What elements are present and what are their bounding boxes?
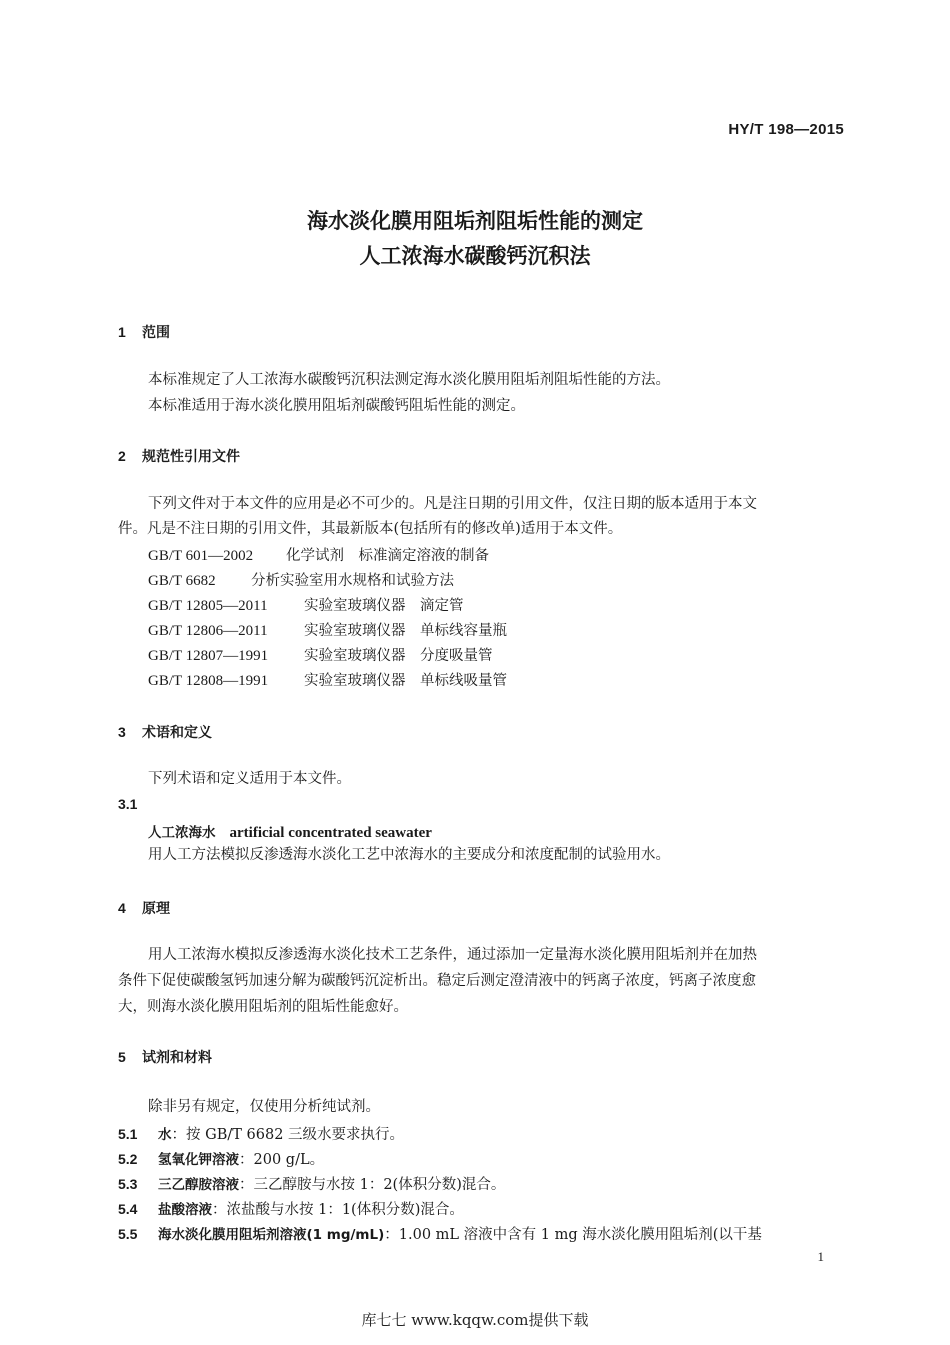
reference-code: GB/T 6682 [148, 573, 216, 589]
download-watermark: 库七七 www.kqqw.com提供下载 [361, 1311, 589, 1329]
reference-item [148, 569, 454, 590]
section-5-intro: 除非另有规定，仅使用分析纯试剂。 [148, 1099, 380, 1115]
item-number: 5.4 [118, 1201, 138, 1217]
item-number: 5.3 [118, 1176, 138, 1192]
item-name: 海水淡化膜用阻垢剂溶液(1 mg/mL) [158, 1227, 385, 1243]
item-name: 盐酸溶液 [158, 1202, 212, 1218]
reference-title: 分析实验室用水规格和试验方法 [251, 573, 454, 589]
reference-code: GB/T 12808—1991 [148, 673, 269, 689]
section-4-line-1: 用人工浓海水模拟反渗透海水淡化技术工艺条件，通过添加一定量海水淡化膜用阻垢剂并在加热 [148, 947, 757, 963]
reference-item [148, 644, 493, 665]
reference-code: GB/T 12805—2011 [148, 598, 268, 614]
term-definition: 用人工方法模拟反渗透海水淡化工艺中浓海水的主要成分和浓度配制的试验用水。 [148, 847, 670, 863]
document-title-line1: 海水淡化膜用阻垢剂阻垢性能的测定 [307, 209, 643, 233]
section-5-heading [118, 1047, 212, 1067]
item-5-3 [118, 1173, 505, 1194]
section-2-heading [118, 446, 240, 466]
section-number: 4 [118, 900, 126, 916]
section-4-line-2: 条件下促使碳酸氢钙加速分解为碳酸钙沉淀析出。稳定后测定澄清液中的钙离子浓度，钙离子浓度愈 [118, 973, 756, 989]
section-title: 原理 [142, 901, 170, 917]
reference-title: 实验室玻璃仪器 分度吸量管 [304, 648, 493, 664]
section-title: 试剂和材料 [142, 1050, 212, 1066]
section-number: 5 [118, 1049, 126, 1065]
section-3-heading [118, 722, 212, 742]
section-1-paragraph-2: 本标准适用于海水淡化膜用阻垢剂碳酸钙阻垢性能的测定。 [148, 398, 525, 414]
item-name: 三乙醇胺溶液 [158, 1177, 239, 1193]
reference-code: GB/T 12806—2011 [148, 623, 268, 639]
item-name: 氢氧化钾溶液 [158, 1152, 239, 1168]
standard-code: HY/T 198—2015 [728, 121, 844, 138]
item-5-5 [118, 1223, 762, 1244]
reference-title: 实验室玻璃仪器 滴定管 [304, 598, 464, 614]
item-number: 5.5 [118, 1226, 138, 1242]
reference-item [148, 594, 464, 615]
section-3-intro: 下列术语和定义适用于本文件。 [148, 771, 351, 787]
section-1-heading [118, 322, 170, 342]
section-number: 3 [118, 724, 126, 740]
reference-title: 化学试剂 标准滴定溶液的制备 [286, 548, 489, 564]
item-text: ：按 GB/T 6682 三级水要求执行。 [171, 1127, 405, 1143]
section-title: 术语和定义 [142, 725, 212, 741]
item-5-4 [118, 1198, 464, 1219]
section-title: 规范性引用文件 [142, 449, 240, 465]
item-5-2 [118, 1148, 324, 1169]
section-1-paragraph-1: 本标准规定了人工浓海水碳酸钙沉积法测定海水淡化膜用阻垢剂阻垢性能的方法。 [148, 372, 670, 388]
item-name: 水 [158, 1127, 172, 1143]
subsection-3-1-number: 3.1 [118, 796, 138, 812]
subsection-number [118, 796, 158, 813]
reference-item [148, 544, 489, 565]
section-2-intro-line-2: 件。凡是不注日期的引用文件，其最新版本(包括所有的修改单)适用于本文件。 [118, 521, 623, 537]
term-english: artificial concentrated seawater [229, 825, 432, 841]
item-number: 5.1 [118, 1126, 138, 1142]
section-4-line-3: 大，则海水淡化膜用阻垢剂的阻垢性能愈好。 [118, 999, 408, 1015]
reference-item [148, 619, 507, 640]
item-number: 5.2 [118, 1151, 138, 1167]
section-4-heading [118, 898, 170, 918]
reference-item [148, 669, 507, 690]
item-text: ：1.00 mL 溶液中含有 1 mg 海水淡化膜用阻垢剂(以干基 [384, 1227, 762, 1243]
item-text: ：浓盐酸与水按 1：1(体积分数)混合。 [212, 1202, 464, 1218]
term-chinese: 人工浓海水 [148, 825, 216, 841]
item-text: ：三乙醇胺与水按 1：2(体积分数)混合。 [239, 1177, 506, 1193]
reference-title: 实验室玻璃仪器 单标线容量瓶 [304, 623, 507, 639]
section-2-intro-line-1: 下列文件对于本文件的应用是必不可少的。凡是注日期的引用文件，仅注日期的版本适用于本文 [148, 496, 757, 512]
section-title: 范围 [142, 325, 170, 341]
section-number: 1 [118, 324, 126, 340]
section-number: 2 [118, 448, 126, 464]
term-entry [148, 821, 432, 842]
item-5-1 [118, 1123, 404, 1144]
document-title-line2: 人工浓海水碳酸钙沉积法 [359, 244, 591, 268]
reference-title: 实验室玻璃仪器 单标线吸量管 [304, 673, 507, 689]
page-number: 1 [817, 1249, 824, 1264]
reference-code: GB/T 12807—1991 [148, 648, 269, 664]
item-text: ：200 g/L。 [239, 1152, 325, 1168]
reference-code: GB/T 601—2002 [148, 548, 254, 564]
